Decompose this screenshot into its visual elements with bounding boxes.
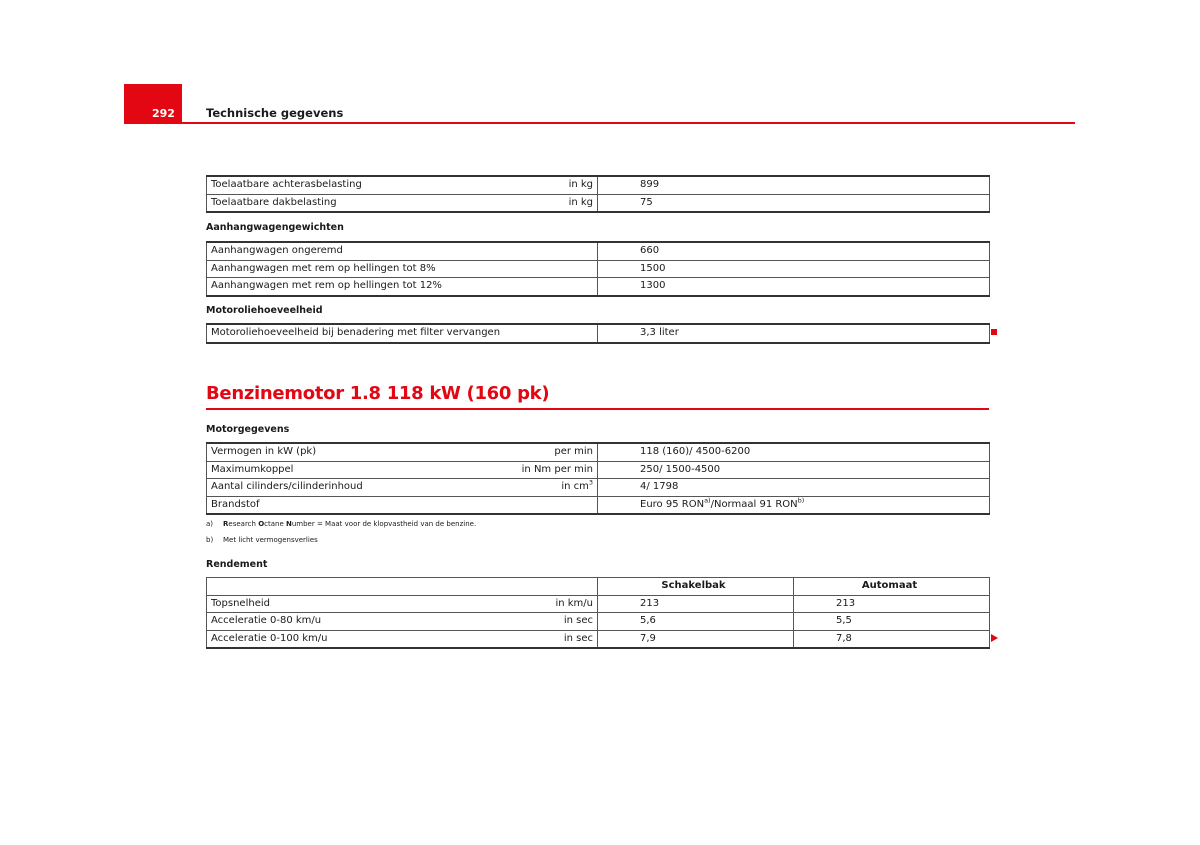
table-row bbox=[207, 496, 990, 514]
footnote-text: esearch bbox=[228, 520, 259, 528]
row-value: 1300 bbox=[598, 278, 990, 296]
row-label: Aanhangwagen met rem op hellingen tot 12% bbox=[207, 278, 598, 296]
table-row bbox=[207, 613, 990, 631]
footnote-a bbox=[206, 520, 476, 528]
row-value-auto: 7,8 bbox=[794, 630, 990, 648]
engine-section-title: Benzinemotor 1.8 118 kW (160 pk) bbox=[206, 383, 550, 404]
table-row bbox=[207, 443, 990, 461]
row-label: Topsnelheid bbox=[207, 595, 507, 613]
row-value-manual: 7,9 bbox=[598, 630, 794, 648]
engine-table bbox=[206, 442, 990, 515]
row-label: Maximumkoppel bbox=[207, 461, 507, 479]
footnote-b bbox=[206, 536, 318, 544]
unit-superscript: 3 bbox=[588, 478, 593, 487]
row-value: 75 bbox=[598, 194, 990, 212]
row-unit bbox=[507, 496, 598, 514]
row-label: Toelaatbare achterasbelasting bbox=[207, 176, 507, 194]
table-row bbox=[207, 242, 990, 260]
row-unit: in kg bbox=[507, 176, 598, 194]
row-unit: per min bbox=[507, 443, 598, 461]
header-rule bbox=[182, 122, 1075, 124]
engine-title-rule bbox=[206, 408, 989, 410]
continue-arrow-icon bbox=[991, 634, 998, 642]
row-unit: in sec bbox=[507, 630, 598, 648]
oil-table bbox=[206, 323, 990, 344]
table-row bbox=[207, 461, 990, 479]
row-unit: in kg bbox=[507, 194, 598, 212]
row-value bbox=[598, 496, 990, 514]
table-row bbox=[207, 324, 990, 343]
performance-table bbox=[206, 577, 990, 649]
engine-heading: Motorgegevens bbox=[206, 424, 290, 435]
table-row bbox=[207, 194, 990, 212]
row-value-auto: 5,5 bbox=[794, 613, 990, 631]
fuel-value-b: /Normaal 91 RON bbox=[710, 498, 798, 510]
page-number: 292 bbox=[124, 84, 182, 124]
footnote-text: umber = Maat voor de klopvastheid van de benzine. bbox=[291, 520, 477, 528]
table-header-row bbox=[207, 578, 990, 596]
table-row bbox=[207, 260, 990, 278]
row-label: Aanhangwagen ongeremd bbox=[207, 242, 598, 260]
unit-text: in cm bbox=[561, 481, 589, 493]
row-label: Toelaatbare dakbelasting bbox=[207, 194, 507, 212]
table-row bbox=[207, 630, 990, 648]
table-row bbox=[207, 278, 990, 296]
column-header-auto: Automaat bbox=[794, 578, 990, 596]
footnote-bold: R bbox=[223, 520, 229, 528]
row-value: 1500 bbox=[598, 260, 990, 278]
row-label: Aanhangwagen met rem op hellingen tot 8% bbox=[207, 260, 598, 278]
row-unit bbox=[507, 479, 598, 497]
row-value-manual: 213 bbox=[598, 595, 794, 613]
row-value: 4/ 1798 bbox=[598, 479, 990, 497]
row-value-manual: 5,6 bbox=[598, 613, 794, 631]
row-label: Acceleratie 0-80 km/u bbox=[207, 613, 507, 631]
footnote-text: ctane bbox=[264, 520, 286, 528]
row-label: Acceleratie 0-100 km/u bbox=[207, 630, 507, 648]
table-row bbox=[207, 176, 990, 194]
row-value: 660 bbox=[598, 242, 990, 260]
row-value: 118 (160)/ 4500-6200 bbox=[598, 443, 990, 461]
table-row bbox=[207, 595, 990, 613]
row-unit: in km/u bbox=[507, 595, 598, 613]
footnote-text: Met licht vermogensverlies bbox=[223, 536, 318, 544]
page-header-title: Technische gegevens bbox=[206, 106, 344, 120]
empty-header-cell bbox=[207, 578, 598, 596]
column-header-manual: Schakelbak bbox=[598, 578, 794, 596]
row-value: 250/ 1500-4500 bbox=[598, 461, 990, 479]
row-value: 3,3 liter bbox=[598, 324, 990, 343]
section-end-marker bbox=[991, 329, 997, 335]
table-row bbox=[207, 479, 990, 497]
row-label: Vermogen in kW (pk) bbox=[207, 443, 507, 461]
trailer-table bbox=[206, 241, 990, 297]
footnote-marker: a) bbox=[206, 520, 214, 528]
row-label: Brandstof bbox=[207, 496, 507, 514]
footnote-bold: N bbox=[286, 520, 292, 528]
row-value: 899 bbox=[598, 176, 990, 194]
fuel-value-a: Euro 95 RON bbox=[640, 498, 705, 510]
loads-table bbox=[206, 175, 990, 213]
footnote-ref-a: a) bbox=[704, 496, 711, 505]
row-label: Aantal cilinders/cilinderinhoud bbox=[207, 479, 507, 497]
row-label: Motoroliehoeveelheid bij benadering met filter vervangen bbox=[207, 324, 598, 343]
row-unit: in Nm per min bbox=[507, 461, 598, 479]
row-value-auto: 213 bbox=[794, 595, 990, 613]
footnote-marker: b) bbox=[206, 536, 214, 544]
oil-heading: Motoroliehoeveelheid bbox=[206, 305, 323, 316]
footnote-bold: O bbox=[258, 520, 265, 528]
trailer-heading: Aanhangwagengewichten bbox=[206, 222, 344, 233]
footnote-ref-b: b) bbox=[797, 496, 805, 505]
performance-heading: Rendement bbox=[206, 559, 268, 570]
row-unit: in sec bbox=[507, 613, 598, 631]
